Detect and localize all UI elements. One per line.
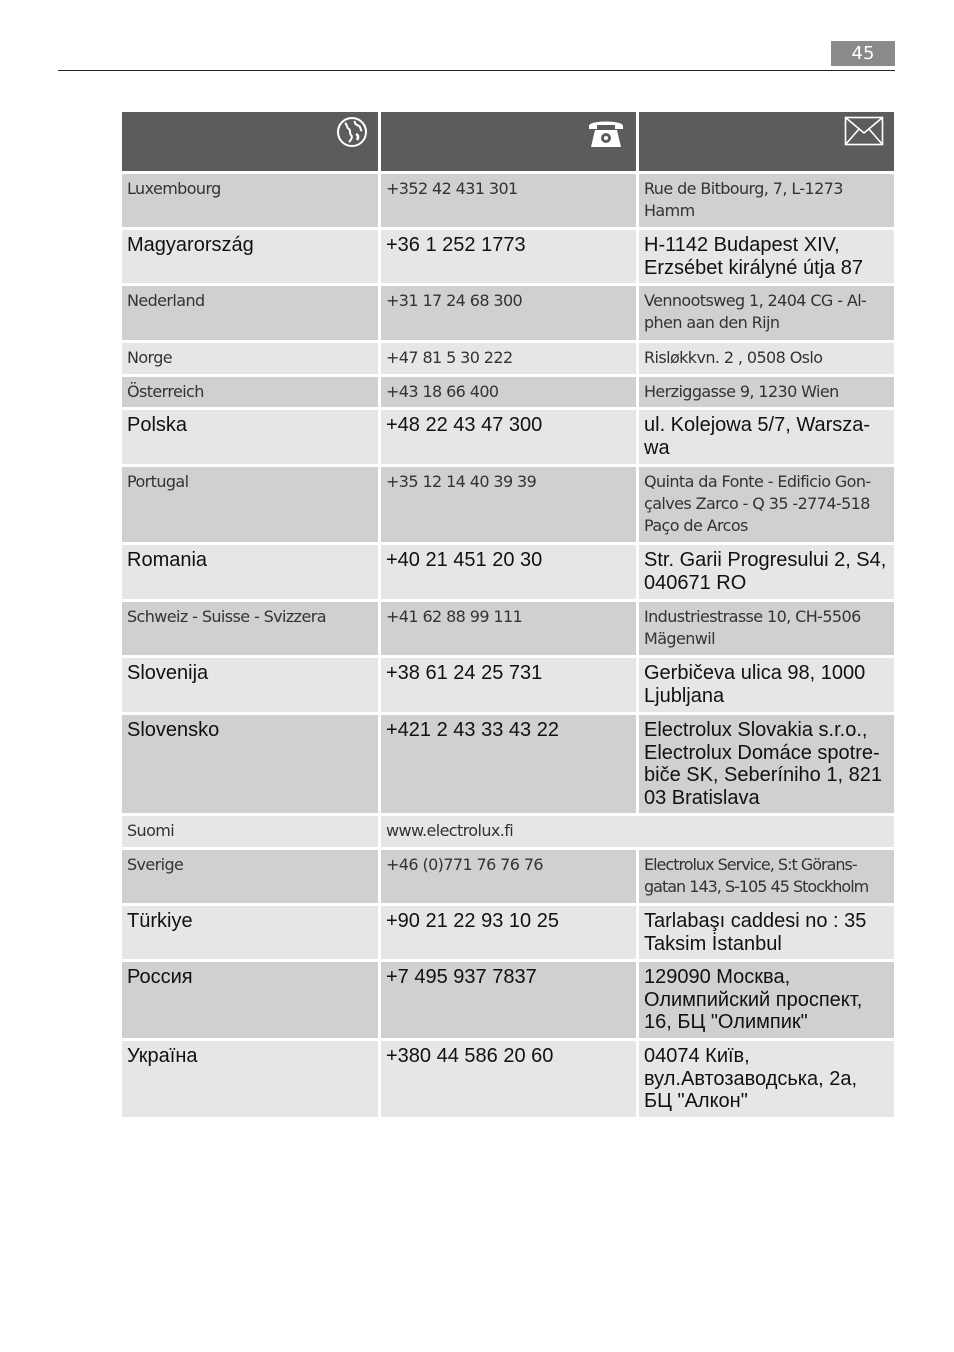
country-cell: Magyarország <box>122 230 378 283</box>
table-row <box>122 410 894 464</box>
phone-cell: +352 42 431 301 <box>381 174 636 227</box>
table-row <box>122 658 894 712</box>
address-cell: Electrolux Service, S:t Görans-gatan 143, S-105 45 Stockholm <box>639 850 894 903</box>
envelope-icon <box>844 116 884 146</box>
table-row <box>122 602 894 655</box>
header-phone <box>381 112 636 171</box>
country-cell: Polska <box>122 410 378 464</box>
phone-cell: +90 21 22 93 10 25 <box>381 906 636 959</box>
phone-cell: +46 (0)771 76 76 76 <box>381 850 636 903</box>
country-cell: Türkiye <box>122 906 378 959</box>
phone-cell: +41 62 88 99 111 <box>381 602 636 655</box>
address-cell: Rue de Bitbourg, 7, L-1273 Hamm <box>639 174 894 227</box>
country-cell: Україна <box>122 1041 378 1117</box>
address-cell: ul. Kolejowa 5/7, Warsza-wa <box>639 410 894 464</box>
address-cell: Risløkkvn. 2 , 0508 Oslo <box>639 343 894 374</box>
phone-cell: +48 22 43 47 300 <box>381 410 636 464</box>
phone-cell: +380 44 586 20 60 <box>381 1041 636 1117</box>
service-contacts-table <box>122 112 894 1120</box>
table-row <box>122 850 894 903</box>
table-row <box>122 467 894 542</box>
country-cell: Luxembourg <box>122 174 378 227</box>
table-row <box>122 962 894 1038</box>
phone-cell: +38 61 24 25 731 <box>381 658 636 712</box>
address-cell: 04074 Київ, вул.Автозаводська, 2а, БЦ "Алкон" <box>639 1041 894 1117</box>
country-cell: Norge <box>122 343 378 374</box>
table-row <box>122 1041 894 1117</box>
country-cell: Schweiz - Suisse - Svizzera <box>122 602 378 655</box>
header-country <box>122 112 378 171</box>
phone-cell: +35 12 14 40 39 39 <box>381 467 636 542</box>
table-row <box>122 230 894 283</box>
country-cell: Россия <box>122 962 378 1038</box>
address-cell: Industriestrasse 10, CH-5506 Mägenwil <box>639 602 894 655</box>
header-address <box>639 112 894 171</box>
address-cell: Electrolux Slovakia s.r.o., Electrolux Domáce spotre-biče SK, Seberíniho 1, 821 03 Bratislava <box>639 715 894 813</box>
phone-cell: +40 21 451 20 30 <box>381 545 636 599</box>
table-header <box>122 112 894 171</box>
country-cell: Sverige <box>122 850 378 903</box>
country-cell: Romania <box>122 545 378 599</box>
table-row <box>122 816 894 847</box>
table-row <box>122 286 894 340</box>
table-row <box>122 174 894 227</box>
table-row <box>122 377 894 407</box>
country-cell: Portugal <box>122 467 378 542</box>
address-cell: 129090 Москва, Олимпийский проспект, 16, БЦ "Олимпик" <box>639 962 894 1038</box>
phone-cell: +47 81 5 30 222 <box>381 343 636 374</box>
country-cell: Nederland <box>122 286 378 340</box>
globe-icon <box>336 116 368 148</box>
phone-cell: +31 17 24 68 300 <box>381 286 636 340</box>
header-rule <box>58 70 895 71</box>
table-row <box>122 343 894 374</box>
address-cell: Vennootsweg 1, 2404 CG - Al-phen aan den Rijn <box>639 286 894 340</box>
address-cell: H-1142 Budapest XIV, Erzsébet királyné útja 87 <box>639 230 894 283</box>
address-cell: Gerbičeva ulica 98, 1000 Ljubljana <box>639 658 894 712</box>
table-row <box>122 545 894 599</box>
country-cell: Suomi <box>122 816 378 847</box>
telephone-icon <box>586 116 626 150</box>
country-cell: Slovenija <box>122 658 378 712</box>
table-row <box>122 715 894 813</box>
country-cell: Slovensko <box>122 715 378 813</box>
address-cell: Quinta da Fonte - Edificio Gon-çalves Zarco - Q 35 -2774-518 Paço de Arcos <box>639 467 894 542</box>
table-row <box>122 906 894 959</box>
page-number: 45 <box>831 41 895 66</box>
address-cell: Herziggasse 9, 1230 Wien <box>639 377 894 407</box>
phone-cell: +36 1 252 1773 <box>381 230 636 283</box>
address-cell: Tarlabaşı caddesi no : 35 Taksim İstanbul <box>639 906 894 959</box>
country-cell: Österreich <box>122 377 378 407</box>
website-cell: www.electrolux.fi <box>381 816 894 847</box>
address-cell: Str. Garii Progresului 2, S4, 040671 RO <box>639 545 894 599</box>
phone-cell: +43 18 66 400 <box>381 377 636 407</box>
phone-cell: +7 495 937 7837 <box>381 962 636 1038</box>
phone-cell: +421 2 43 33 43 22 <box>381 715 636 813</box>
